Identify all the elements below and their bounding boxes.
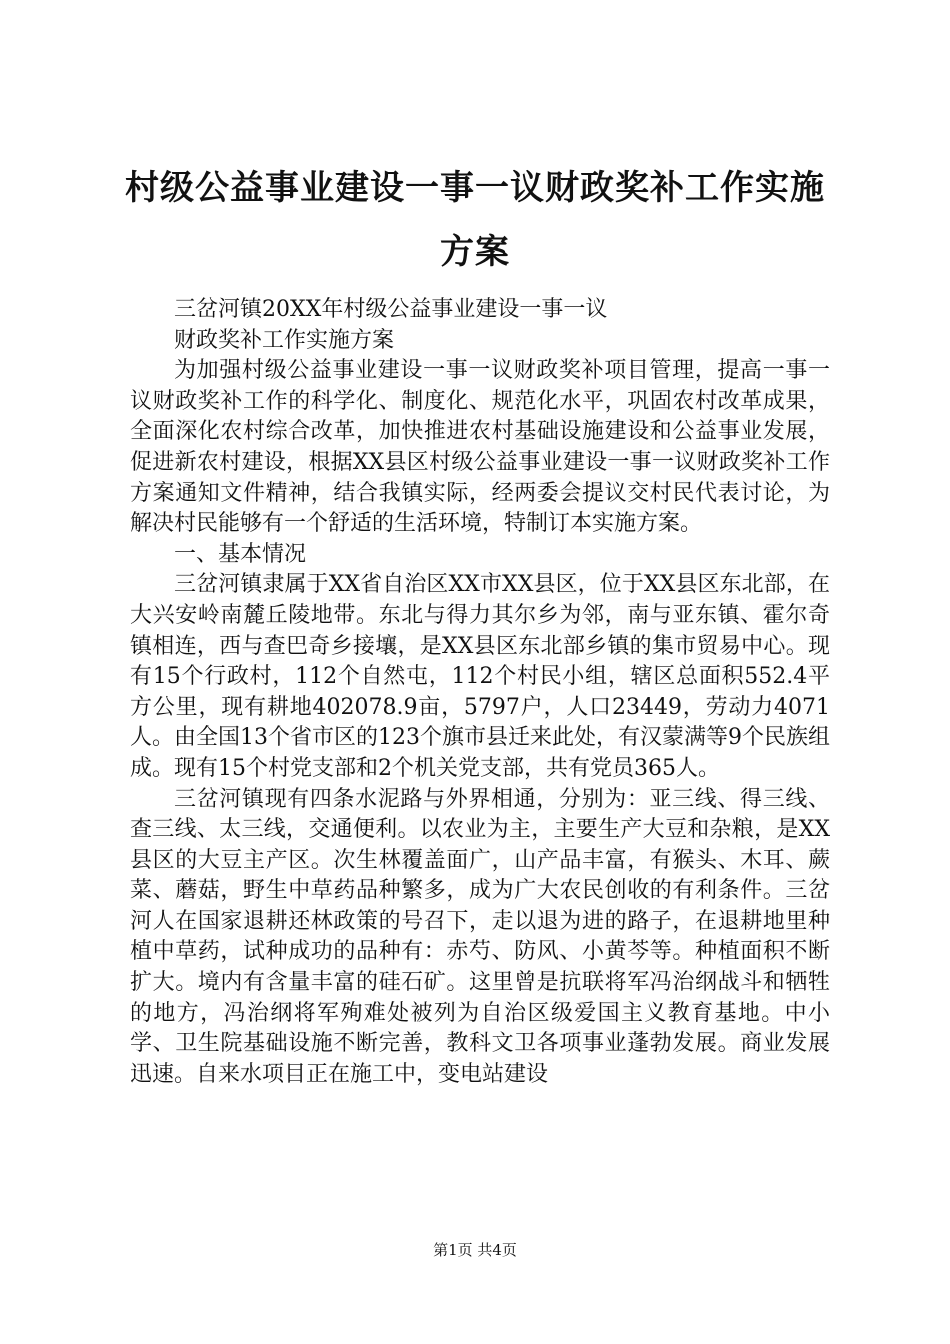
page-footer: 第1页 共4页 bbox=[433, 1241, 517, 1259]
document-title: 村级公益事业建设一事一议财政奖补工作实施方案 bbox=[125, 168, 825, 272]
subtitle-line-2: 财政奖补工作实施方案 bbox=[174, 327, 395, 353]
paragraph-intro: 为加强村级公益事业建设一事一议财政奖补项目管理，提高一事一议财政奖补工作的科学化、制度化、规范化水平，巩固农村改革成果，全面深化农村综合改革，加快推进农村基础设施建设和公益事业发展，促进新农村建设，根据XX县区村级公益事业建设一事一议财政奖补工作方案通知文件精神，结合我镇实际，经两委会提议交村民代表讨论，为解决村民能够有一个舒适的生活环境，特制订本实施方案。 bbox=[130, 358, 830, 537]
paragraph-overview: 三岔河镇隶属于XX省自治区XX市XX县区，位于XX县区东北部，在大兴安岭南麓丘陵地带。东北与得力其尔乡为邻，南与亚东镇、霍尔奇镇相连，西与查巴奇乡接壤，是XX县区东北部乡镇的集市贸易中心。现有15个行政村，112个自然屯，112个村民小组，辖区总面积552.4平方公里，现有耕地402078.9亩，5797户，人口23449，劳动力4071人。由全国13个省市区的123个旗市县迁来此处，有汉蒙满等9个民族组成。现有15个村党支部和2个机关党支部，共有党员365人。 bbox=[130, 572, 830, 781]
paragraph-infrastructure: 三岔河镇现有四条水泥路与外界相通，分别为：亚三线、得三线、查三线、太三线，交通便利。以农业为主，主要生产大豆和杂粮，是XX县区的大豆主产区。次生林覆盖面广，山产品丰富，有猴头、木耳、蕨菜、蘑菇，野生中草药品种繁多，成为广大农民创收的有利条件。三岔河人在国家退耕还林政策的号召下，走以退为进的路子，在退耕地里种植中草药，试种成功的品种有：赤芍、防风、小黄芩等。种植面积不断扩大。境内有含量丰富的硅石矿。这里曾是抗联将军冯治纲战斗和牺牲的地方，冯治纲将军殉难处被列为自治区级爱国主义教育基地。中小学、卫生院基础设施不断完善，教科文卫各项事业蓬勃发展。商业发展迅速。自来水项目正在施工中，变电站建设 bbox=[130, 786, 830, 1087]
subtitle-line-1: 三岔河镇20XX年村级公益事业建设一事一议 bbox=[174, 297, 608, 322]
section-heading-basic-info: 一、基本情况 bbox=[174, 541, 307, 567]
document-body bbox=[130, 295, 830, 1090]
